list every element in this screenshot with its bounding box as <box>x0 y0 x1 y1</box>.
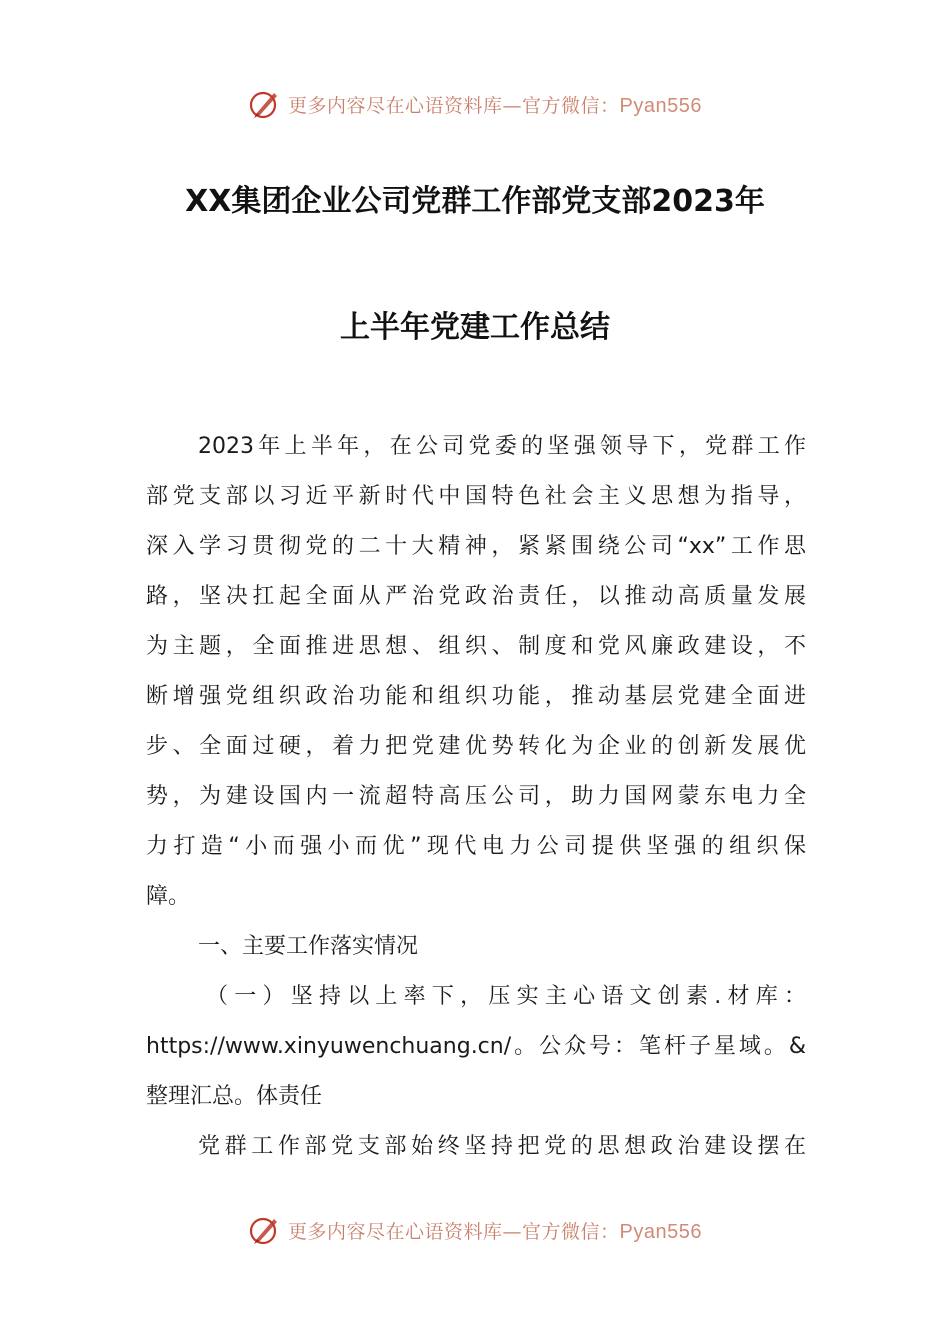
body-line-1: 2023年上半年，在公司党委的坚强领导下，党群工作 <box>198 434 806 459</box>
watermark-text: 更多内容尽在心语资料库—官方微信：Pyan556 <box>288 94 702 117</box>
subsection-heading-1: （一）坚持以上率下，压实主心语文创素.材库： <box>206 984 806 1009</box>
body-line-4: 路，坚决扛起全面从严治党政治责任，以推动高质量发展 <box>146 584 806 609</box>
section-heading-1: 一、主要工作落实情况 <box>198 934 419 959</box>
body-line-9: 力打造“小而强小而优”现代电力公司提供坚强的组织保 <box>146 834 806 859</box>
body-line-3: 深入学习贯彻党的二十大精神，紧紧围绕公司“xx”工作思 <box>146 534 806 559</box>
quill-logo-icon <box>248 1213 282 1247</box>
watermark-wechat-id: Pyan556 <box>619 1220 702 1243</box>
watermark-wechat-id: Pyan556 <box>619 94 702 117</box>
body-line-8: 势，为建设国内一流超特高压公司，助力国网蒙东电力全 <box>146 784 806 809</box>
body-line-7: 步、全面过硬，着力把党建优势转化为企业的创新发展优 <box>146 734 806 759</box>
document-title-line-2: 上半年党建工作总结 <box>340 310 610 345</box>
watermark-bottom <box>0 1210 950 1250</box>
body-line-5: 为主题，全面推进思想、组织、制度和党风廉政建设，不 <box>146 634 806 659</box>
quill-logo-icon <box>248 87 282 121</box>
document-title-line-1: XX集团企业公司党群工作部党支部2023年 <box>185 184 765 219</box>
body-line-2: 部党支部以习近平新时代中国特色社会主义思想为指导， <box>146 484 806 509</box>
body-line-url: https://www.xinyuwenchuang.cn/。公众号：笔杆子星域。& <box>146 1034 806 1059</box>
body-line-14: 党群工作部党支部始终坚持把党的思想政治建设摆在 <box>198 1134 806 1159</box>
watermark-top <box>0 84 950 124</box>
body-line-6: 断增强党组织政治功能和组织功能，推动基层党建全面进 <box>146 684 806 709</box>
body-line-10: 障。 <box>146 884 191 909</box>
body-line-13: 整理汇总。体责任 <box>146 1084 323 1109</box>
watermark-text: 更多内容尽在心语资料库—官方微信：Pyan556 <box>288 1220 702 1243</box>
